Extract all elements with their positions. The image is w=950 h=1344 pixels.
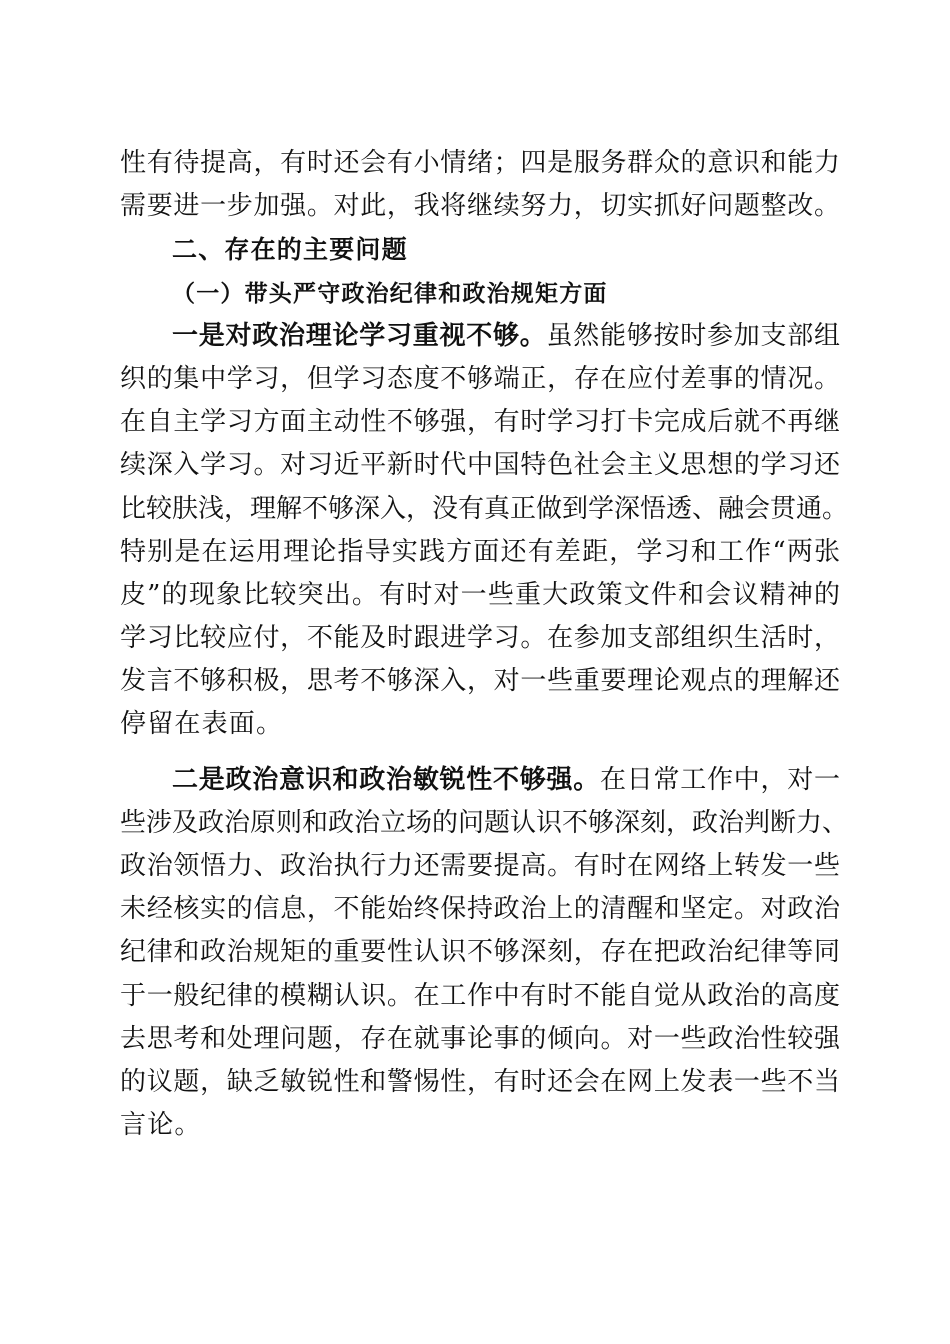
text-line: 未经核实的信息，不能始终保持政治上的清醒和坚定。对政治 [120, 894, 840, 925]
text-line: 比较肤浅，理解不够深入，没有真正做到学深悟透、融会贯通。 [120, 493, 849, 524]
paragraph-first-line [120, 759, 840, 802]
paragraph-first-line [120, 315, 840, 358]
text-line: 皮”的现象比较突出。有时对一些重大政策文件和会议精神的 [120, 579, 840, 610]
paragraph-lead: 一是对政治理论学习重视不够。 [172, 320, 547, 351]
text-line: 发言不够积极，思考不够深入，对一些重要理论观点的理解还 [120, 666, 840, 697]
text-line: 续深入学习。对习近平新时代中国特色社会主义思想的学习还 [120, 450, 840, 481]
text-line: 的议题，缺乏敏锐性和警惕性，有时还会在网上发表一些不当 [120, 1066, 840, 1097]
text-line: 去思考和处理问题，存在就事论事的倾向。对一些政治性较强 [120, 1023, 840, 1054]
paragraph-text: 在日常工作中，对一 [599, 764, 840, 795]
text-line: 纪律和政治规矩的重要性认识不够深刻，存在把政治纪律等同 [120, 937, 840, 968]
text-line: 需要进一步加强。对此，我将继续努力，切实抓好问题整改。 [120, 191, 840, 222]
text-line: 于一般纪律的模糊认识。在工作中有时不能自觉从政治的高度 [120, 980, 840, 1011]
subsection-heading: （一）带头严守政治纪律和政治规矩方面 [172, 279, 608, 307]
text-line: 织的集中学习，但学习态度不够端正，存在应付差事的情况。 [120, 363, 840, 394]
paragraph-lead: 二是政治意识和政治敏锐性不够强。 [172, 764, 600, 795]
document-body [120, 142, 849, 1147]
text-line: 特别是在运用理论指导实践方面还有差距，学习和工作“两张 [120, 536, 840, 567]
text-line: 停留在表面。 [120, 709, 284, 740]
text-line: 些涉及政治原则和政治立场的问题认识不够深刻，政治判断力、 [120, 807, 849, 838]
text-line: 在自主学习方面主动性不够强，有时学习打卡完成后就不再继 [120, 407, 840, 438]
text-line: 言论。 [120, 1110, 202, 1141]
text-line: 学习比较应付，不能及时跟进学习。在参加支部组织生活时， [120, 623, 840, 654]
text-line: 政治领悟力、政治执行力还需要提高。有时在网络上转发一些 [120, 851, 840, 881]
paragraph-text: 虽然能够按时参加支部组 [546, 320, 840, 351]
text-line: 性有待提高，有时还会有小情绪；四是服务群众的意识和能力 [120, 148, 840, 178]
section-heading: 二、存在的主要问题 [172, 235, 408, 265]
